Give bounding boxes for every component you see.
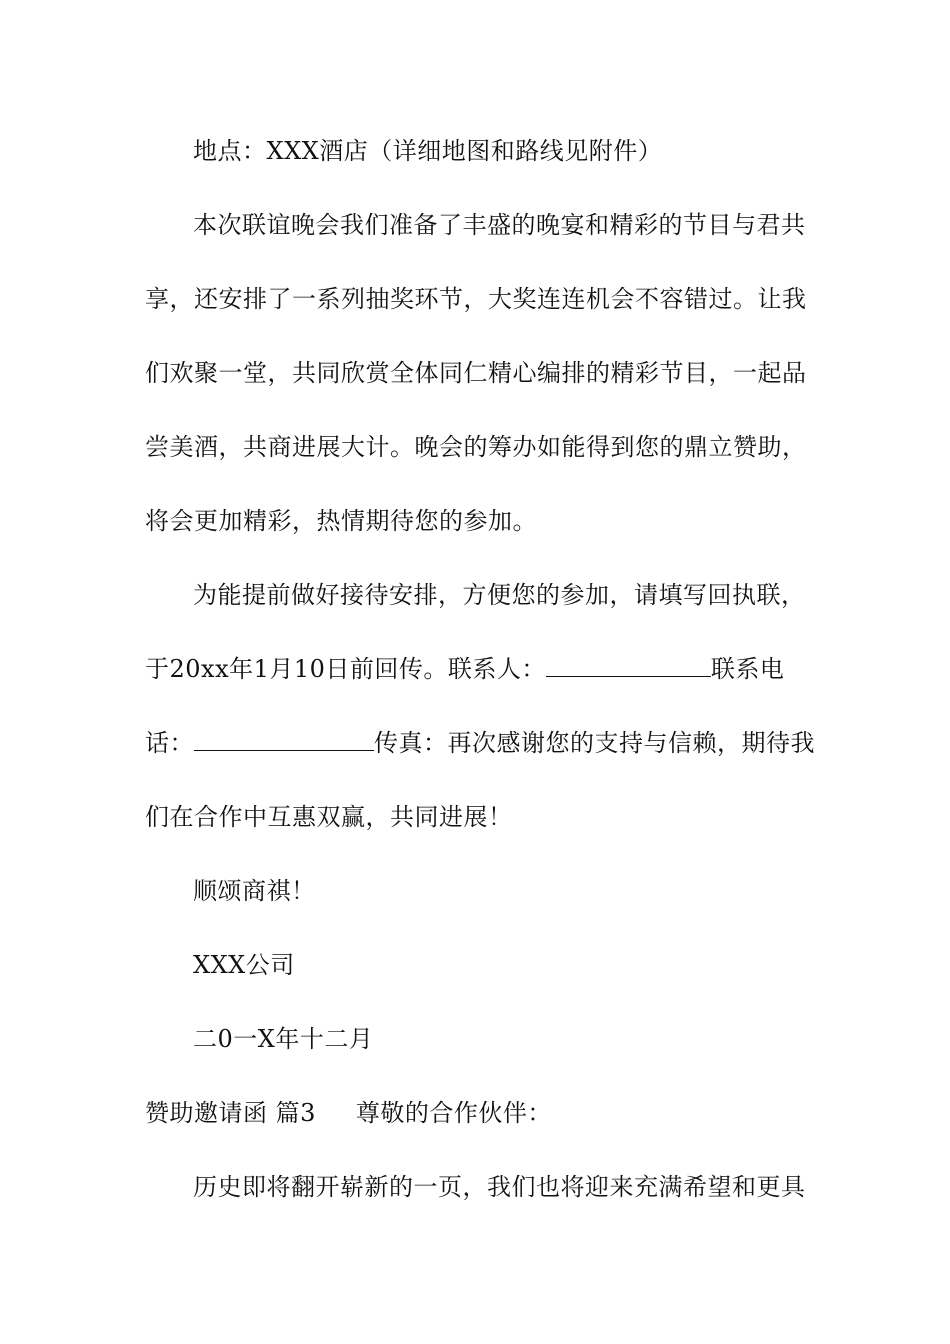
paragraph-line: 尝美酒，共商进展大计。晚会的筹办如能得到您的鼎立赞助， [145,433,807,461]
paragraph-line: 本次联谊晚会我们准备了丰盛的晚宴和精彩的节目与君共 [193,211,806,239]
section-heading-line [145,1098,815,1128]
paragraph-line: 将会更加精彩，热情期待您的参加。 [145,507,537,535]
paragraph-text: 话： [145,729,194,757]
paragraph-text: 联系电 [710,655,785,683]
location-line: 地点：XXX酒店（详细地图和路线见附件） [193,137,663,165]
date-line: 二0一X年十二月 [193,1025,374,1053]
paragraph-line: 们欢聚一堂，共同欣赏全体同仁精心编排的精彩节目，一起品 [145,359,807,387]
closing-line: 顺颂商祺！ [193,877,316,905]
paragraph-line: 历史即将翻开崭新的一页，我们也将迎来充满希望和更具 [193,1173,806,1201]
paragraph-line: 享，还安排了一系列抽奖环节，大奖连连机会不容错过。让我 [145,285,807,313]
section-title: 赞助邀请函 篇3 [145,1099,316,1127]
paragraph-text: 传真：再次感谢您的支持与信赖，期待我 [374,729,815,757]
contact-person-blank [546,654,711,677]
company-name: XXX公司 [193,951,295,979]
paragraph-text: 于20xx年1月10日前回传。联系人： [145,655,546,683]
paragraph-line [145,654,815,684]
paragraph-line [145,728,815,758]
salutation: 尊敬的合作伙伴： [355,1099,552,1127]
paragraph-line: 为能提前做好接待安排，方便您的参加，请填写回执联， [193,581,806,609]
phone-blank [194,728,374,751]
paragraph-line: 们在合作中互惠双赢，共同进展！ [145,803,513,831]
